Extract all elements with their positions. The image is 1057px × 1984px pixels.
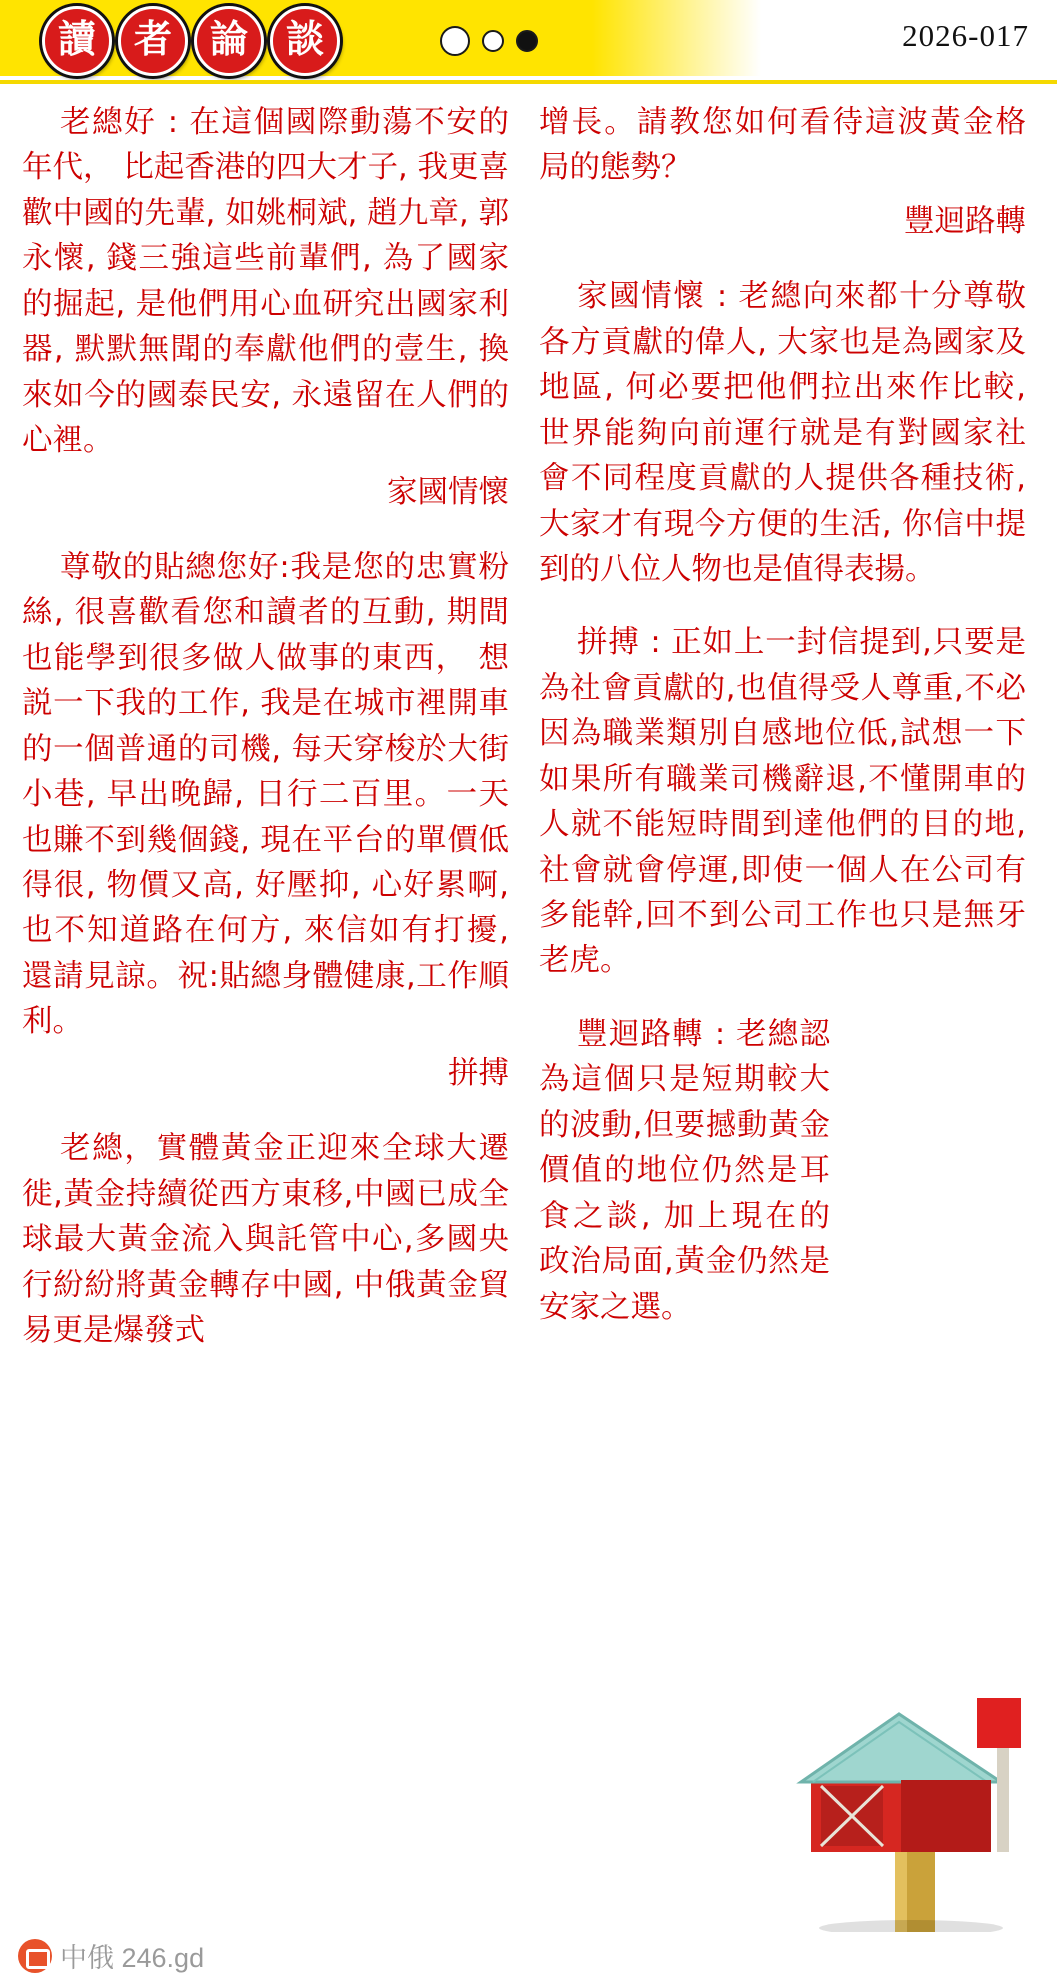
masthead-char-4: 談: [270, 6, 340, 76]
masthead-char-3: 論: [194, 6, 264, 76]
right-column: [539, 100, 1026, 1984]
circle-outline-icon: [440, 26, 470, 56]
masthead-title: [42, 6, 340, 76]
reply-3-body: 豐迴路轉 : 老總認為這個只是短期較大的波動,但要撼動黃金價值的地位仍然是耳食之談, 加上現在的政治局面,黃金仍然是安家之選。: [539, 1016, 830, 1325]
letter-1-body: 老總好 : 在這個國際動蕩不安的年代， 比起香港的四大才子, 我更喜歡中國的先輩, 如姚桐斌, 趙九章, 郭永懷, 錢三強這些前輩們, 為了國家的掘起, 是他們用心血研究出國家利器, 默默無聞的奉獻他們的壹生, 換來如今的國泰民安, 永遠留在人們的心裡。: [22, 105, 509, 459]
letter-3-signature: 豐迴路轉: [904, 203, 1026, 239]
left-column: [22, 100, 509, 1984]
circle-filled-icon: [516, 30, 538, 52]
page-body: [0, 84, 1057, 1984]
watermark: [14, 1933, 214, 1978]
letter-3-continuation: 增長。請教您如何看待這波黃金格局的態勢？: [539, 105, 1026, 186]
camera-badge-icon: [18, 1939, 52, 1973]
letter-2-body: 尊敬的貼總您好:我是您的忠實粉絲, 很喜歡看您和讀者的互動, 期間也能學到很多做人做事的東西， 想説一下我的工作, 我是在城市裡開車的一個普通的司機, 每天穿梭於大街小巷, 早出晚歸, 日行二百里。一天也賺不到幾個錢, 現在平台的單價低得很, 物價又高, 好壓抑, 心好累啊, 也不知道路在何方, 來信如有打擾, 還請見諒。祝:貼總身體健康,工作順利。: [22, 549, 509, 1040]
page-header: [0, 0, 1057, 84]
decorative-dots: [440, 26, 538, 56]
masthead-char-2: 者: [118, 6, 188, 76]
circle-outline-small-icon: [482, 30, 504, 52]
two-column-layout: [22, 100, 1035, 1984]
letter-2-signature: 拼搏: [448, 1055, 509, 1091]
letter-1-signature: 家國情懷: [387, 474, 509, 510]
reply-1-body: 家國情懷 : 老總向來都十分尊敬各方貢獻的偉人, 大家也是為國家及地區, 何必要把他們拉出來作比較, 世界能夠向前運行就是有對國家社會不同程度貢獻的人提供各種技術, 大家才有現今方便的生活, 你信中提到的八位人物也是值得表揚。: [539, 279, 1026, 587]
masthead-char-1: 讀: [42, 6, 112, 76]
watermark-text: 中俄 246.gd: [60, 1943, 205, 1973]
letter-3-body: 老總，實體黃金正迎來全球大遷徙,黃金持續從西方東移,中國已成全球最大黃金流入與託管中心,多國央行紛紛將黃金轉存中國, 中俄黃金貿易更是爆發式: [22, 1131, 509, 1348]
illustration-text-wrap-spacer: [830, 1012, 1026, 1262]
issue-number: 2026-017: [902, 18, 1029, 53]
reply-2-body: 拼搏 : 正如上一封信提到,只要是為社會貢獻的,也值得受人尊重,不必因為職業類別自感地位低,試想一下如果所有職業司機辭退,不懂開車的人就不能短時間到達他們的目的地,社會就會停運,即使一個人在公司有多能幹,回不到公司工作也只是無牙老虎。: [539, 625, 1026, 979]
